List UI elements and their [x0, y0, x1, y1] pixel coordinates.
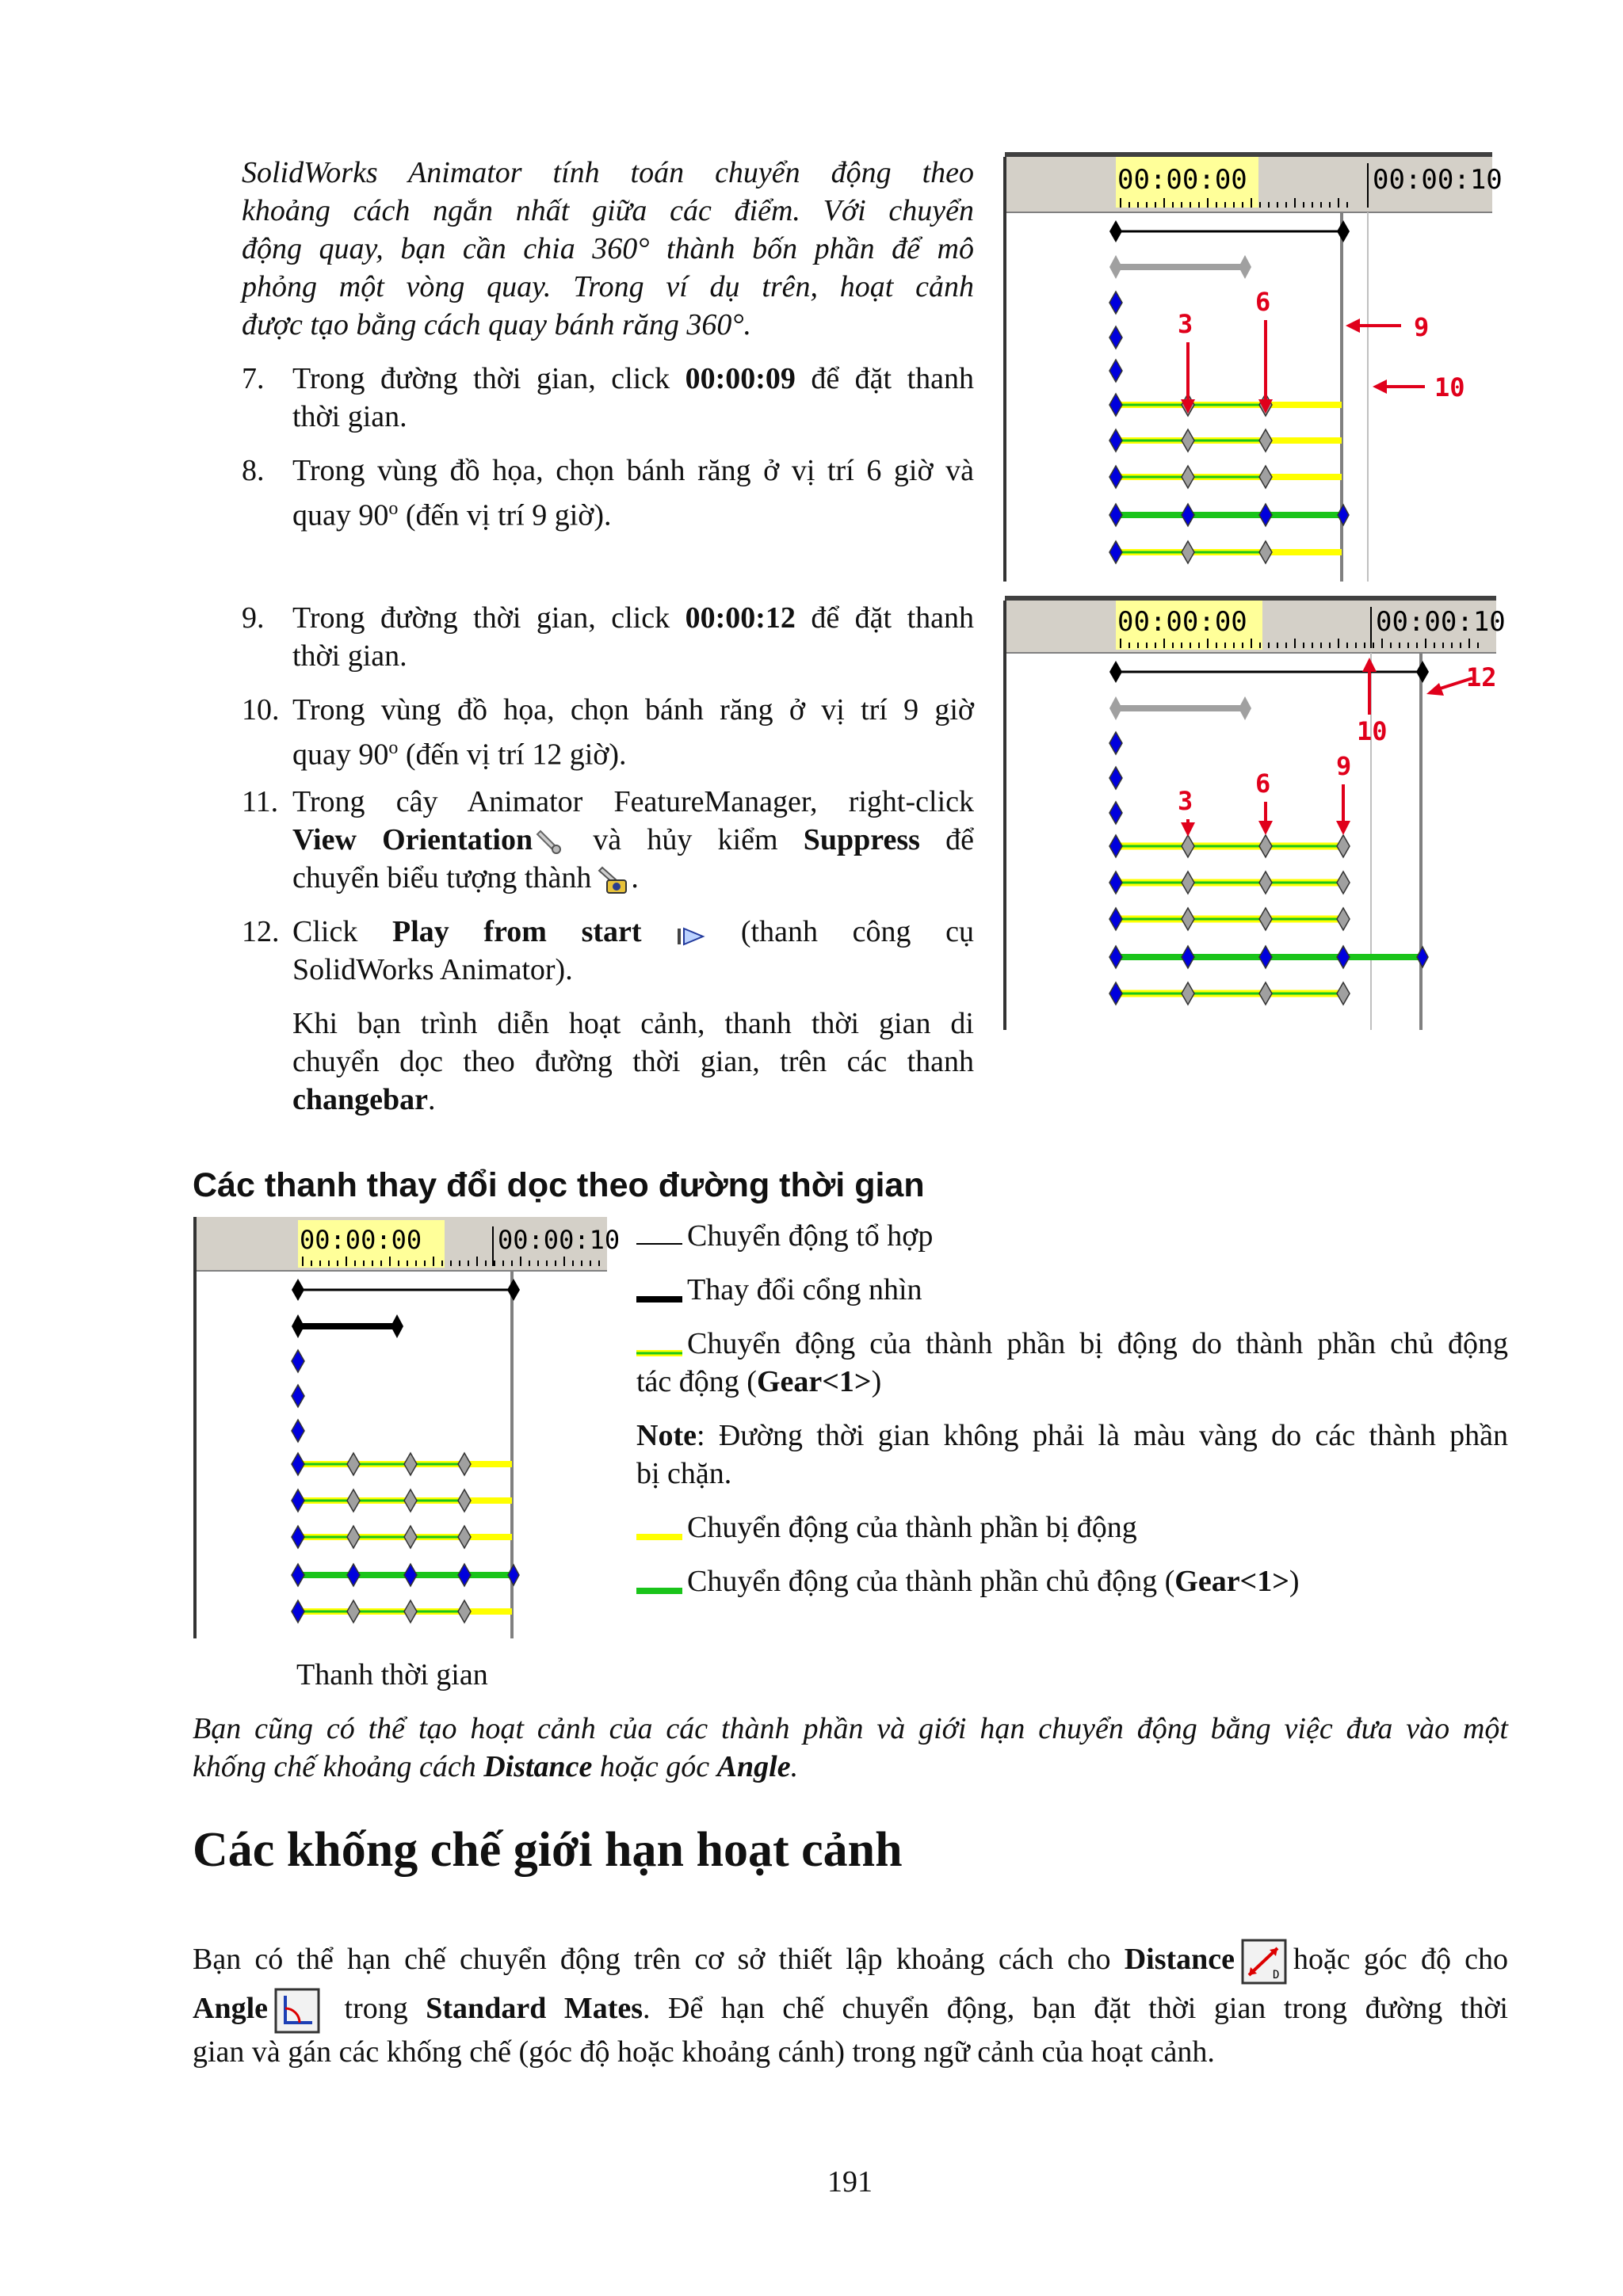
note-label: Note	[636, 1419, 697, 1452]
distance-mate-icon	[1241, 1939, 1287, 1985]
legend-line	[636, 1325, 1508, 1363]
final-line	[193, 1984, 1508, 2033]
step-8	[242, 452, 974, 535]
timeline-figure-2-svg	[1005, 596, 1506, 1030]
step-text: để đặt thanh	[795, 362, 975, 395]
ruler-top-edge	[1005, 596, 1496, 601]
section-heading: Các thanh thay đổi dọc theo đường thời gian	[193, 1166, 925, 1204]
step-7	[242, 360, 974, 436]
annotation-label: 12	[1466, 662, 1497, 692]
figure-caption: Thanh thời gian	[296, 1658, 488, 1691]
step-text: (đến vị trí 9 giờ).	[398, 498, 612, 532]
legend-label: Chuyển động của thành phần bị động	[687, 1511, 1137, 1544]
legend	[636, 1217, 1508, 1600]
legend-label: Chuyển động của thành phần chủ động (	[687, 1565, 1175, 1598]
step-line: thời gian.	[292, 639, 407, 673]
closing-italic-paragraph	[193, 1710, 1508, 1786]
timeline-figure-1	[1005, 152, 1503, 582]
step-text: .	[631, 861, 639, 894]
play-label: from	[483, 915, 547, 948]
step-line	[292, 859, 974, 897]
play-paragraph	[292, 1005, 974, 1119]
legend-item-driver-motion	[636, 1562, 1508, 1600]
closing-text: .	[790, 1750, 799, 1783]
step-9	[242, 599, 974, 675]
play-from-start-icon	[676, 920, 706, 944]
time-label-10: 00:00:10	[1376, 606, 1506, 638]
gear-label: Gear<1>	[756, 1365, 872, 1398]
step-text: công	[852, 915, 911, 948]
play-line	[292, 1081, 974, 1119]
final-line: gian và gán các khống chế (góc độ hoặc khoảng cánh) trong ngữ cảnh của hoạt cảnh.	[193, 2035, 1215, 2069]
timeline-figure-3	[195, 1217, 621, 1638]
final-text: Bạn có thể hạn chế chuyển động trên cơ sở thiết lập khoảng cách cho	[193, 1943, 1125, 1976]
final-text: trong	[327, 1992, 426, 2025]
step-line	[292, 729, 974, 774]
note-line: bị chặn.	[636, 1457, 732, 1490]
standard-mates-term: Standard Mates	[426, 1992, 643, 2025]
play-line: chuyển dọc theo đường thời gian, trên các thanh	[292, 1045, 974, 1078]
angle-term: Angle	[193, 1992, 268, 2025]
closing-text: khống chế khoảng cách	[193, 1750, 484, 1783]
step-text: và hủy kiểm	[567, 823, 804, 856]
ruler-top-edge	[1005, 152, 1492, 157]
step-line: Trong vùng đồ họa, chọn bánh răng ở vị trí 6 giờ và	[292, 454, 974, 487]
degree-sup: o	[388, 498, 399, 519]
time-label-0: 00:00:00	[300, 1225, 422, 1255]
step-text: Click	[292, 915, 358, 948]
legend-item-driven-by-driver	[636, 1325, 1508, 1401]
step-line	[292, 490, 974, 535]
annotation-label: 6	[1255, 287, 1271, 317]
final-text: hoặc góc độ cho	[1293, 1943, 1508, 1976]
angle-term: Angle	[716, 1750, 791, 1783]
step-number: 8.	[242, 454, 265, 487]
gear-label: Gear<1>	[1174, 1565, 1289, 1598]
step-text: chuyển biểu tượng thành	[292, 861, 592, 894]
note-text: : Đường thời gian không phải là màu vàng do các thành phần	[696, 1419, 1508, 1452]
closing-text: hoặc góc	[592, 1750, 717, 1783]
closing-line: Bạn cũng có thể tạo hoạt cảnh của các thành phần và giới hạn chuyển động bằng việc đưa vào một	[193, 1712, 1508, 1745]
intro-line: phỏng một vòng quay. Trong ví dụ trên, hoạt cảnh	[242, 270, 974, 303]
note-line	[636, 1417, 1508, 1455]
intro-paragraph	[242, 154, 974, 344]
distance-term: Distance	[1124, 1943, 1235, 1976]
step-text: Trong đường thời gian, click	[292, 601, 685, 635]
annotation-label: 10	[1357, 716, 1388, 746]
thick-black-line-sample	[636, 1296, 682, 1302]
step-number: 9.	[242, 601, 265, 635]
play-text: .	[428, 1083, 436, 1116]
step-12	[242, 913, 974, 989]
time-label-0: 00:00:00	[1117, 164, 1247, 196]
step-10	[242, 691, 974, 774]
step-line	[292, 821, 974, 859]
legend-label: Chuyển động của thành phần bị động do thành phần chủ động	[687, 1327, 1508, 1360]
step-line: Trong cây Animator FeatureManager, right-click	[292, 785, 974, 818]
intro-line: khoảng cách ngắn nhất giữa các điểm. Với chuyển	[242, 194, 974, 227]
step-number: 10.	[242, 693, 280, 727]
svg-text:D: D	[1273, 1969, 1280, 1982]
main-heading: Các khống chế giới hạn hoạt cảnh	[193, 1823, 903, 1877]
step-text: để	[919, 823, 974, 856]
intro-line: SolidWorks Animator tính toán chuyển động theo	[242, 156, 974, 189]
legend-label: Chuyển động tổ hợp	[687, 1219, 934, 1253]
step-line: SolidWorks Animator).	[292, 953, 573, 986]
final-text: . Để hạn chế chuyển động, bạn đặt thời gian trong đường thời	[643, 1992, 1508, 2025]
step-number: 12.	[242, 915, 280, 948]
time-label-10: 00:00:10	[1373, 164, 1503, 196]
changebar-term: changebar	[292, 1083, 428, 1116]
step-number: 7.	[242, 362, 265, 395]
angle-mate-icon	[274, 1988, 320, 2034]
play-label: Play	[391, 915, 449, 948]
suppress-label: Suppress	[803, 823, 920, 856]
annotation-label: 9	[1414, 312, 1430, 342]
step-line	[292, 913, 974, 951]
legend-label: tác động (	[636, 1365, 757, 1398]
time-value: 00:00:09	[685, 362, 796, 395]
legend-item-viewport-change	[636, 1271, 1508, 1309]
step-line	[292, 599, 974, 637]
legend-item-combined-motion	[636, 1217, 1508, 1255]
final-line	[193, 1935, 1508, 1984]
step-line: thời gian.	[292, 400, 407, 433]
view-orientation-icon	[536, 828, 564, 856]
timeline-figure-3-svg	[195, 1217, 621, 1638]
intro-line: được tạo bằng cách quay bánh răng 360°.	[242, 308, 752, 341]
final-paragraph	[193, 1935, 1508, 2071]
step-text: quay 90	[292, 498, 389, 532]
timeline-figure-1-svg	[1005, 152, 1503, 582]
green-line-sample	[636, 1588, 682, 1594]
step-text: quay 90	[292, 738, 389, 772]
yellow-line-sample	[636, 1534, 682, 1540]
page-number: 191	[827, 2165, 873, 2199]
annotation-label: 6	[1255, 769, 1271, 799]
step-text: (đến vị trí 12 giờ).	[398, 738, 627, 772]
closing-line	[193, 1748, 1508, 1786]
time-value: 00:00:12	[685, 601, 796, 635]
play-line: Khi bạn trình diễn hoạt cảnh, thanh thời gian di	[292, 1007, 974, 1040]
step-line	[292, 360, 974, 398]
play-label: start	[581, 915, 642, 948]
step-line: Trong vùng đồ họa, chọn bánh răng ở vị trí 9 giờ	[292, 693, 974, 727]
annotation-label: 3	[1178, 786, 1193, 816]
legend-line	[636, 1363, 1508, 1401]
camera-icon	[596, 864, 631, 896]
step-11	[242, 783, 974, 897]
legend-label: )	[1289, 1565, 1300, 1598]
legend-label: Thay đổi cổng nhìn	[687, 1273, 922, 1306]
green-yellow-line-sample	[636, 1350, 682, 1356]
time-label-0: 00:00:00	[1117, 606, 1247, 638]
step-number: 11.	[242, 785, 279, 818]
annotation-label: 10	[1434, 372, 1465, 402]
legend-note	[636, 1417, 1508, 1493]
intro-line: động quay, bạn cần chia 360° thành bốn phần để mô	[242, 232, 974, 265]
annotation-label: 3	[1178, 309, 1193, 339]
view-orientation-label: View Orientation	[292, 823, 533, 856]
time-label-10: 00:00:10	[498, 1225, 621, 1255]
step-text: cụ	[945, 915, 974, 948]
legend-item-driven-motion	[636, 1508, 1508, 1547]
timeline-figure-2	[1005, 596, 1506, 1030]
distance-term: Distance	[483, 1750, 593, 1783]
legend-label: )	[871, 1365, 882, 1398]
annotation-label: 9	[1336, 751, 1352, 781]
step-text: Trong đường thời gian, click	[292, 362, 685, 395]
thin-black-line-sample	[636, 1243, 682, 1245]
step-text: để đặt thanh	[795, 601, 975, 635]
step-text: (thanh	[740, 915, 818, 948]
degree-sup: o	[388, 738, 399, 758]
